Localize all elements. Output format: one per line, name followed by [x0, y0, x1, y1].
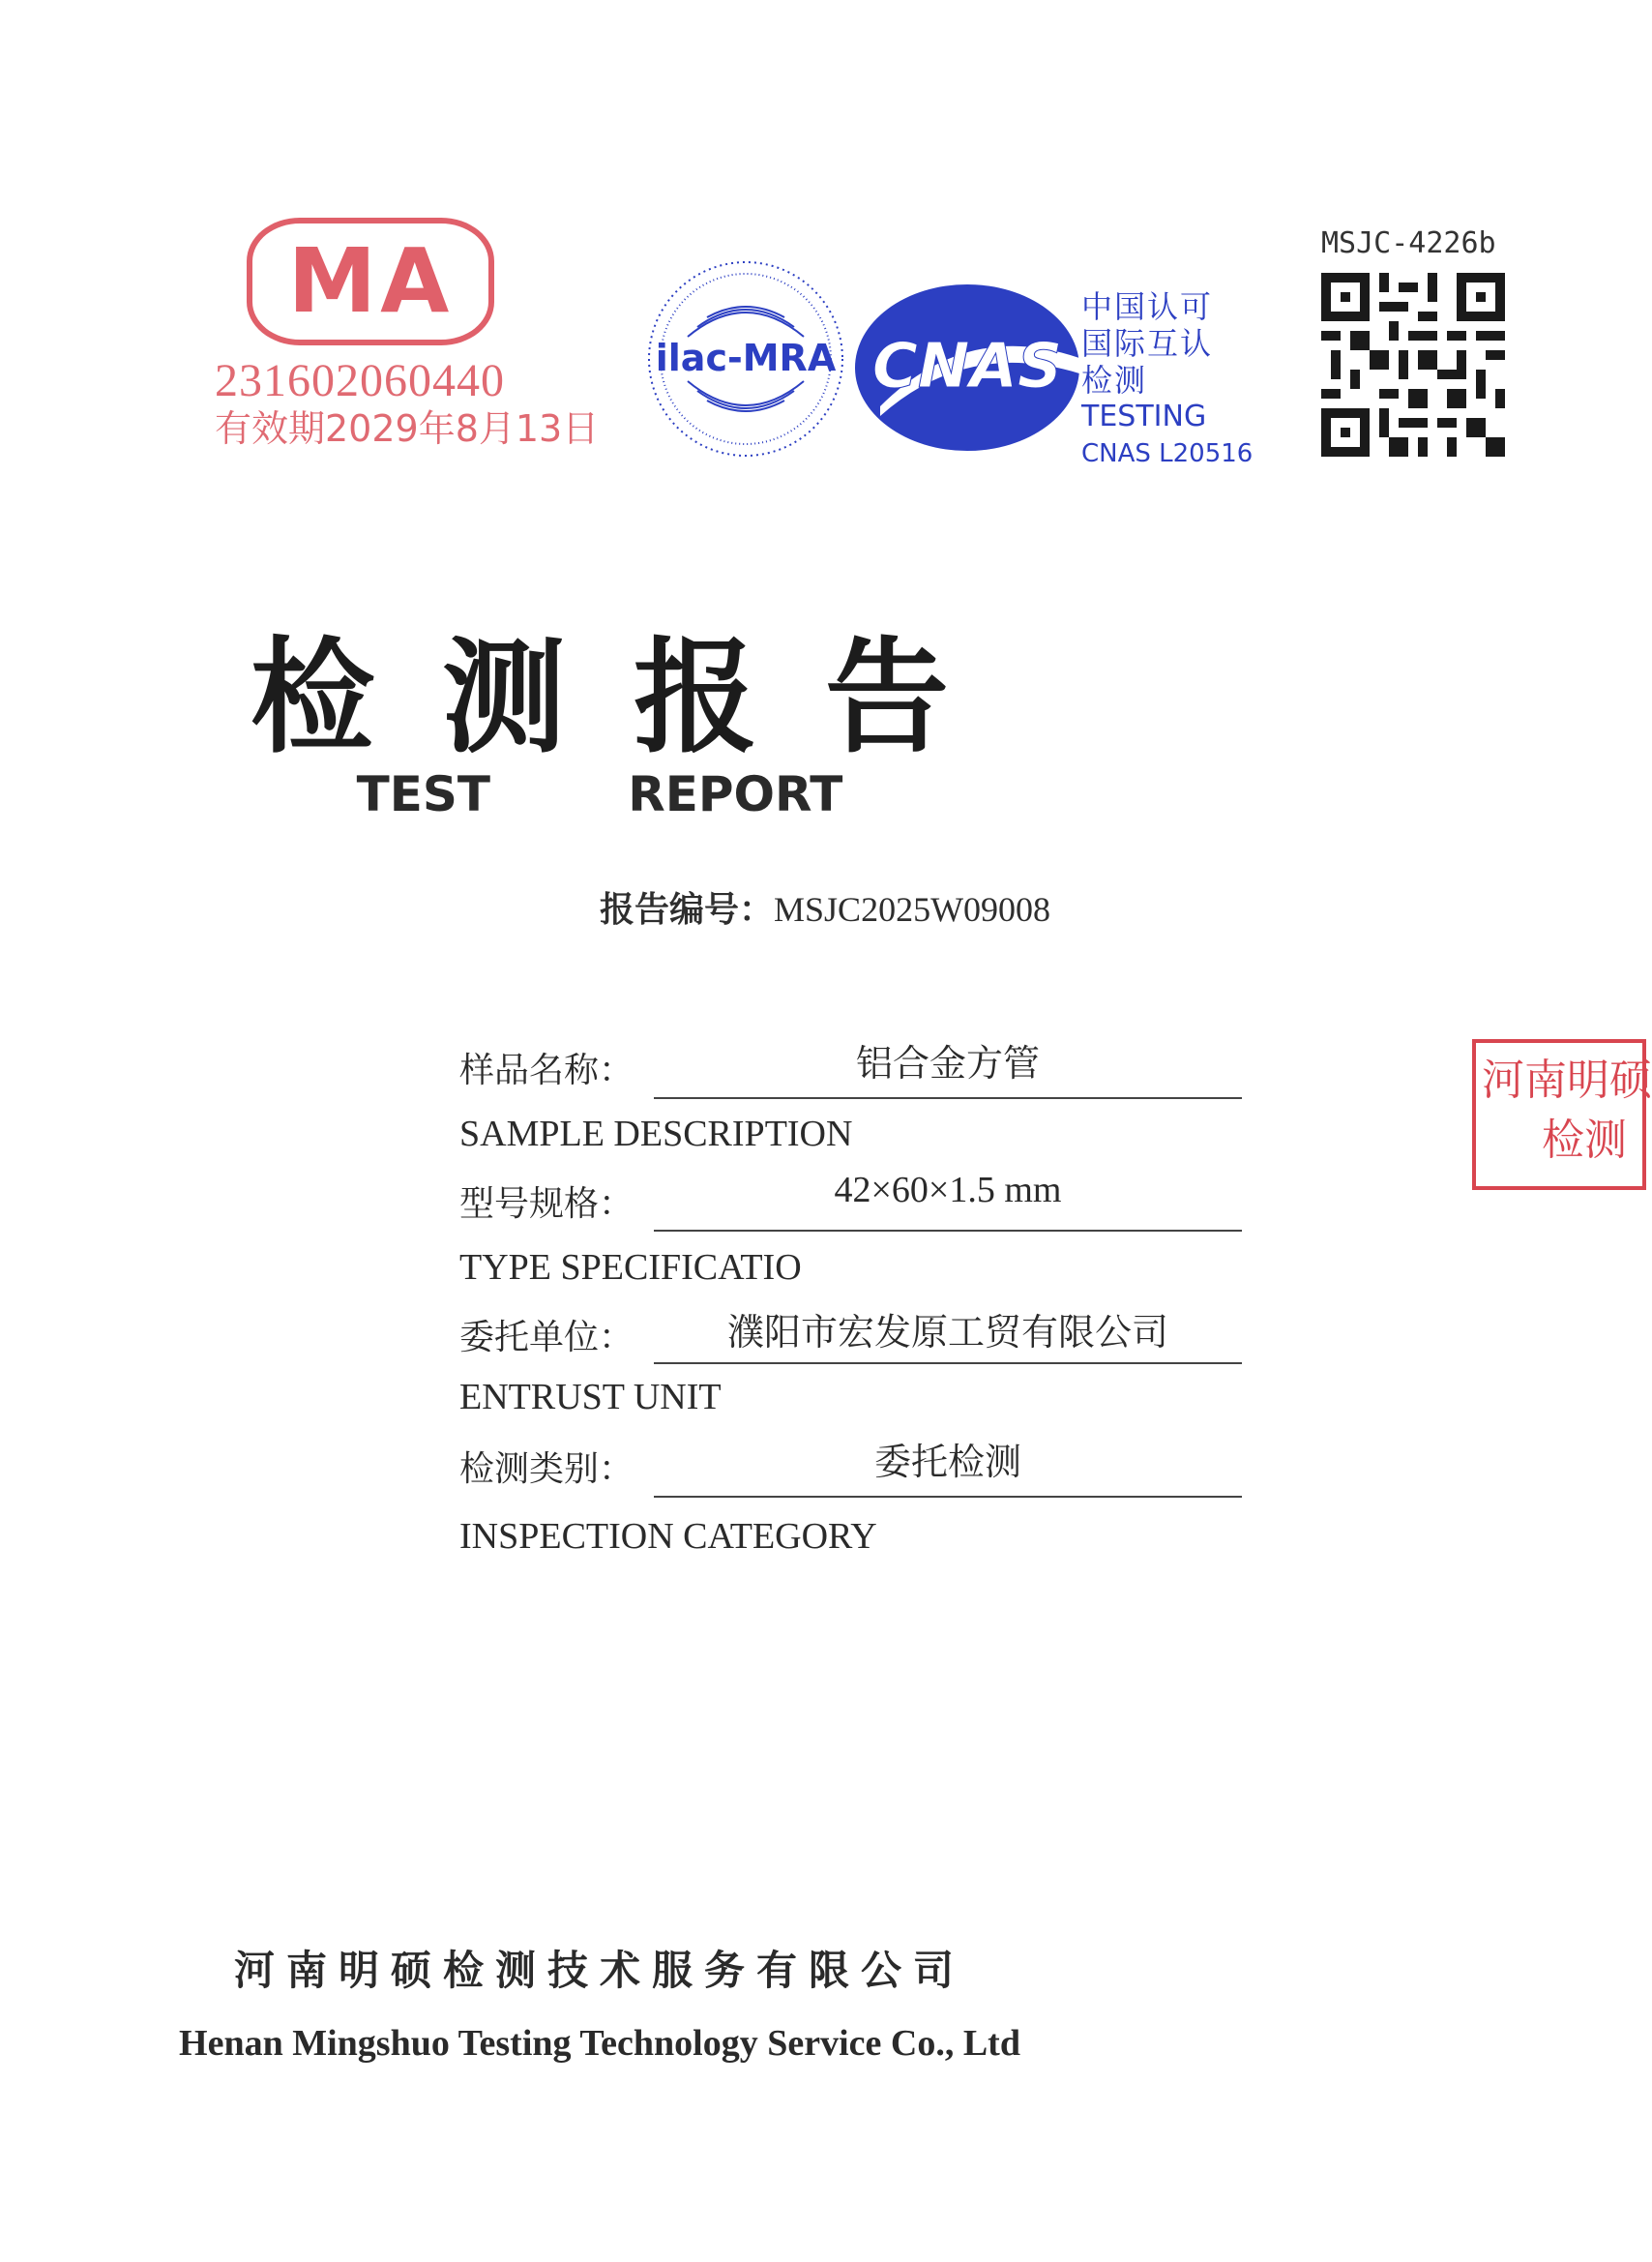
entrust-unit-en-label: ENTRUST UNIT: [459, 1377, 722, 1417]
company-name-cn: 河南明硕检测技术服务有限公司: [233, 1947, 965, 1994]
type-spec-label: 型号规格：: [459, 1184, 634, 1224]
company-name-en: Henan Mingshuo Testing Technology Service Co., Ltd: [179, 2023, 1020, 2064]
qr-code-icon: [1321, 273, 1505, 457]
seal-line2: 检测: [1542, 1116, 1627, 1165]
type-spec-value: 42×60×1.5 mm: [834, 1170, 1062, 1210]
sample-name-label: 样品名称：: [459, 1051, 634, 1090]
ilac-text: ilac-MRA: [655, 337, 837, 379]
report-number-value: MSJC2025W09008: [774, 890, 1051, 929]
cnas-cn-line3: 检测: [1081, 362, 1148, 399]
cma-validity-date: 有效期2029年8月13日: [215, 407, 600, 450]
type-specification-label: TYPE SPECIFICATIO: [459, 1247, 802, 1288]
inspection-category-underline: [654, 1496, 1242, 1498]
ilac-mra-logo: [646, 259, 845, 459]
cnas-cn-line2: 国际互认: [1081, 325, 1214, 362]
cma-logo: MA: [247, 218, 494, 345]
cma-certificate-number: 231602060440: [215, 355, 505, 406]
cnas-accreditation-code: CNAS L20516: [1081, 439, 1254, 468]
sample-name-underline: [654, 1097, 1242, 1099]
entrust-unit-value: 濮阳市宏发原工贸有限公司: [726, 1311, 1168, 1354]
document-code: MSJC-4226b: [1321, 226, 1496, 260]
page-title: 检测报告: [250, 625, 1017, 770]
page-title-english: TEST REPORT: [356, 766, 843, 822]
type-spec-underline: [654, 1230, 1242, 1232]
sample-description-label: SAMPLE DESCRIPTION: [459, 1114, 853, 1154]
entrust-unit-underline: [654, 1362, 1242, 1364]
cnas-mark-text: CNAS: [871, 331, 1063, 402]
cnas-cn-line1: 中国认可: [1081, 288, 1214, 325]
entrust-unit-label: 委托单位：: [459, 1318, 634, 1357]
cnas-logo: [851, 281, 1083, 455]
inspection-category-value: 委托检测: [873, 1441, 1021, 1483]
sample-name-value: 铝合金方管: [855, 1042, 1040, 1085]
seal-line1: 河南明硕: [1482, 1056, 1652, 1105]
cnas-testing-label: TESTING: [1081, 400, 1207, 433]
company-seal: [1472, 1039, 1652, 1190]
inspection-category-label: 检测类别：: [459, 1449, 634, 1489]
report-number: [600, 882, 1050, 932]
inspection-category-en-label: INSPECTION CATEGORY: [459, 1516, 877, 1557]
report-number-label: 报告编号：: [600, 890, 775, 930]
cnas-info: [1081, 288, 1253, 472]
